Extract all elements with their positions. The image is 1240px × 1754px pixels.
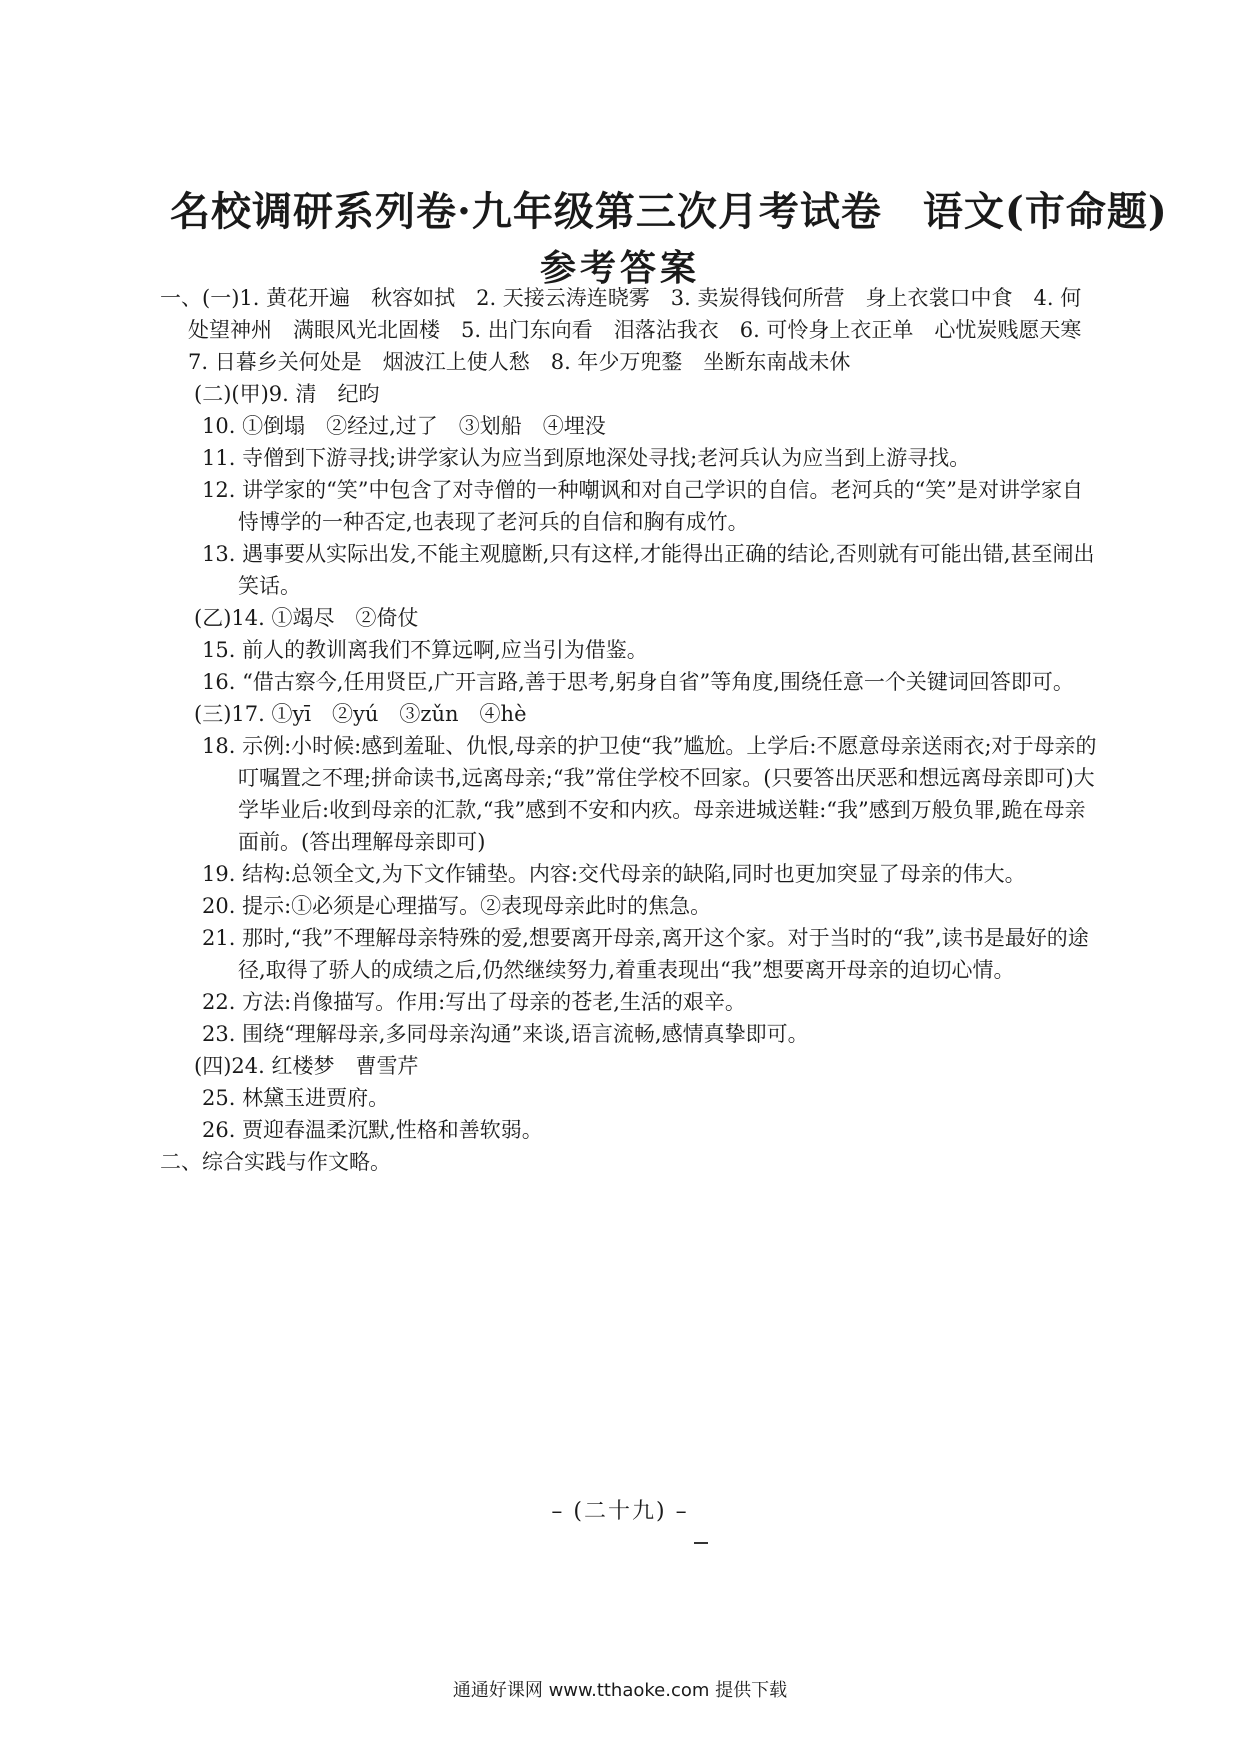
- answer-item: 23. 围绕“理解母亲,多同母亲沟通”来谈,语言流畅,感情真挚即可。: [202, 1022, 809, 1046]
- answer-item: 11. 寺僧到下游寻找;讲学家认为应当到原地深处寻找;老河兵认为应当到上游寻找。: [202, 446, 971, 470]
- answer-item: 18. 示例:小时候:感到羞耻、仇恨,母亲的护卫使“我”尴尬。上学后:不愿意母亲送雨衣;对于母亲的叮嘱置之不理;拼命读书,远离母亲;“我”常住学校不回家。(只要答出厌恶和想远离母亲即可)大学毕业后:收到母亲的汇款,“我”感到不安和内疚。母亲进城送鞋:“我”感到万般负罪,跪在母亲面前。(答出理解母亲即可): [202, 734, 1097, 854]
- answer-item: 二、综合实践与作文略。: [160, 1150, 391, 1174]
- answer-item: 21. 那时,“我”不理解母亲特殊的爱,想要离开母亲,离开这个家。对于当时的“我”,读书是最好的途径,取得了骄人的成绩之后,仍然继续努力,着重表现出“我”想要离开母亲的迫切心情。: [202, 926, 1089, 982]
- answer-item: 10. ①倒塌 ②经过,过了 ③划船 ④埋没: [202, 414, 606, 438]
- answer-item: (四)24. 红楼梦 曹雪芹: [194, 1054, 419, 1078]
- answer-item: 15. 前人的教训离我们不算远啊,应当引为借鉴。: [202, 638, 648, 662]
- answer-item: 26. 贾迎春温柔沉默,性格和善软弱。: [202, 1118, 543, 1142]
- download-note: 通通好课网 www.tthaoke.com 提供下载: [452, 1680, 788, 1701]
- answer-item: 22. 方法:肖像描写。作用:写出了母亲的苍老,生活的艰辛。: [202, 990, 746, 1014]
- answer-item: 20. 提示:①必须是心理描写。②表现母亲此时的焦急。: [202, 894, 712, 918]
- answers-list: [160, 282, 1103, 1178]
- answer-item: 16. “借古察今,任用贤臣,广开言路,善于思考,躬身自省”等角度,围绕任意一个关键词回答即可。: [202, 670, 1074, 694]
- footer-mark: [694, 1542, 708, 1544]
- answer-item: (二)(甲)9. 清 纪昀: [194, 382, 380, 406]
- page-subtitle: 参考答案: [539, 247, 700, 289]
- answer-item: 25. 林黛玉进贾府。: [202, 1086, 390, 1110]
- page-title: 名校调研系列卷·九年级第三次月考试卷 语文(市命题): [170, 188, 1168, 235]
- answer-item: 19. 结构:总领全文,为下文作铺垫。内容:交代母亲的缺陷,同时也更加突显了母亲的伟大。: [202, 862, 1026, 886]
- answer-item: 13. 遇事要从实际出发,不能主观臆断,只有这样,才能得出正确的结论,否则就有可能出错,甚至闹出笑话。: [202, 542, 1095, 598]
- page-number: – (二十九) –: [551, 1499, 689, 1524]
- answer-item: 12. 讲学家的“笑”中包含了对寺僧的一种嘲讽和对自己学识的自信。老河兵的“笑”是对讲学家自恃博学的一种否定,也表现了老河兵的自信和胸有成竹。: [202, 478, 1084, 534]
- answer-item: 一、(一)1. 黄花开遍 秋容如拭 2. 天接云涛连晓雾 3. 卖炭得钱何所营 身上衣裳口中食 4. 何处望神州 满眼风光北固楼 5. 出门东向看 泪落沾我衣 6. 可怜身上衣正单 心忧炭贱愿天寒 7. 日暮乡关何处是 烟波江上使人愁 8. 年少万兜鍪 坐断东南战未休: [160, 286, 1103, 374]
- answer-item: (三)17. ①yī ②yú ③zǔn ④hè: [194, 702, 527, 726]
- answer-item: (乙)14. ①竭尽 ②倚仗: [194, 606, 419, 630]
